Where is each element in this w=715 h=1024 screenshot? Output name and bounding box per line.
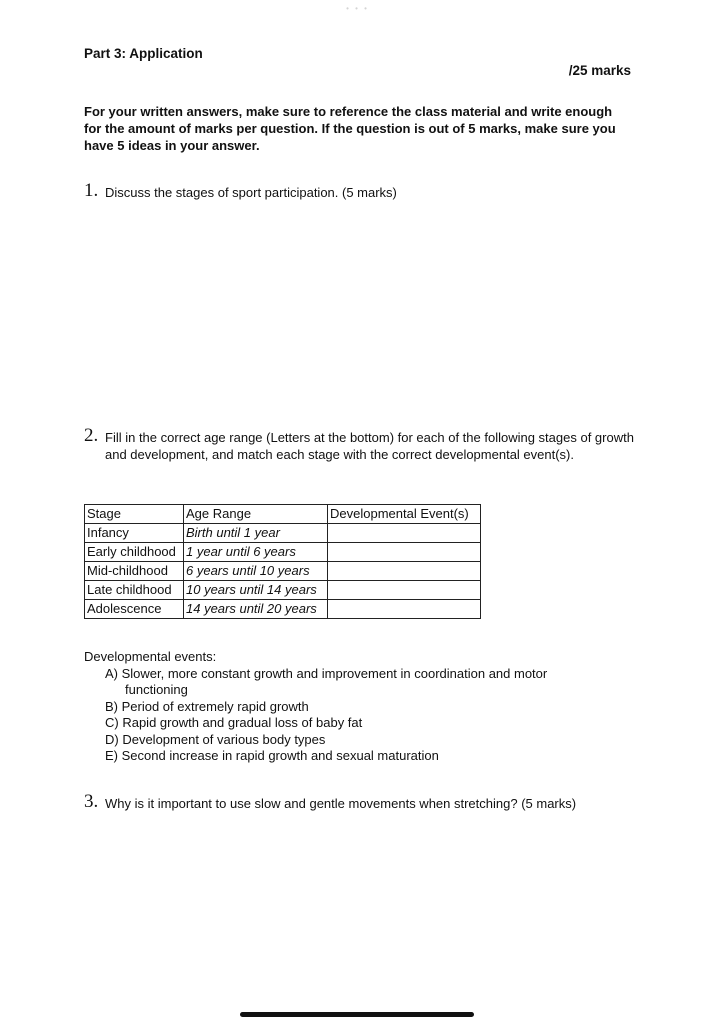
header-age-range: Age Range [184,505,328,524]
age-range-cell: 1 year until 6 years [184,543,328,562]
question-3 [84,792,629,812]
question-text: Why is it important to use slow and gentle movements when stretching? (5 marks) [105,796,577,811]
table-header-row [85,505,481,524]
total-marks: /25 marks [568,63,631,78]
event-cell[interactable] [328,543,481,562]
instructions: For your written answers, make sure to reference the class material and write enough for the amount of marks per question. If the question is out of 5 marks, make sure you have 5 ideas in your answer. [84,104,616,153]
table-row [85,581,481,600]
list-item: D) Development of various body types [105,731,326,747]
age-range-cell: 10 years until 14 years [184,581,328,600]
question-1 [84,181,629,201]
age-range-cell: 14 years until 20 years [184,600,328,619]
top-dots-indicator: • • • [346,4,369,13]
table-row [85,600,481,619]
stage-cell: Adolescence [85,600,184,619]
question-2 [84,426,634,463]
question-number: 1. [84,180,99,201]
stage-cell: Early childhood [85,543,184,562]
part-title: Part 3: Application [84,46,203,61]
events-title: Developmental events: [84,649,217,664]
list-item: A) Slower, more constant growth and improvement in coordination and motor functioning [105,665,548,697]
question-text: Fill in the correct age range (Letters at the bottom) for each of the following stages of growth and development, and match each stage with the correct developmental event(s). [105,430,634,462]
age-range-cell: Birth until 1 year [184,524,328,543]
question-number: 3. [84,791,99,812]
table-row [85,543,481,562]
home-indicator-bar[interactable] [240,1012,474,1017]
list-item: C) Rapid growth and gradual loss of baby fat [105,715,363,730]
stage-cell: Infancy [85,524,184,543]
stage-cell: Mid-childhood [85,562,184,581]
stages-table [84,504,481,619]
question-text: Discuss the stages of sport participation. (5 marks) [105,185,397,200]
events-list [84,666,604,765]
event-cell[interactable] [328,562,481,581]
age-range-cell: 6 years until 10 years [184,562,328,581]
table-row [85,562,481,581]
list-item: B) Period of extremely rapid growth [105,698,309,714]
event-cell[interactable] [328,600,481,619]
header-developmental-events: Developmental Event(s) [328,505,481,524]
list-item: E) Second increase in rapid growth and sexual maturation [105,748,439,763]
question-number: 2. [84,425,99,446]
table-row [85,524,481,543]
developmental-events [84,649,604,765]
event-cell[interactable] [328,524,481,543]
header-stage: Stage [85,505,184,524]
event-cell[interactable] [328,581,481,600]
stage-cell: Late childhood [85,581,184,600]
